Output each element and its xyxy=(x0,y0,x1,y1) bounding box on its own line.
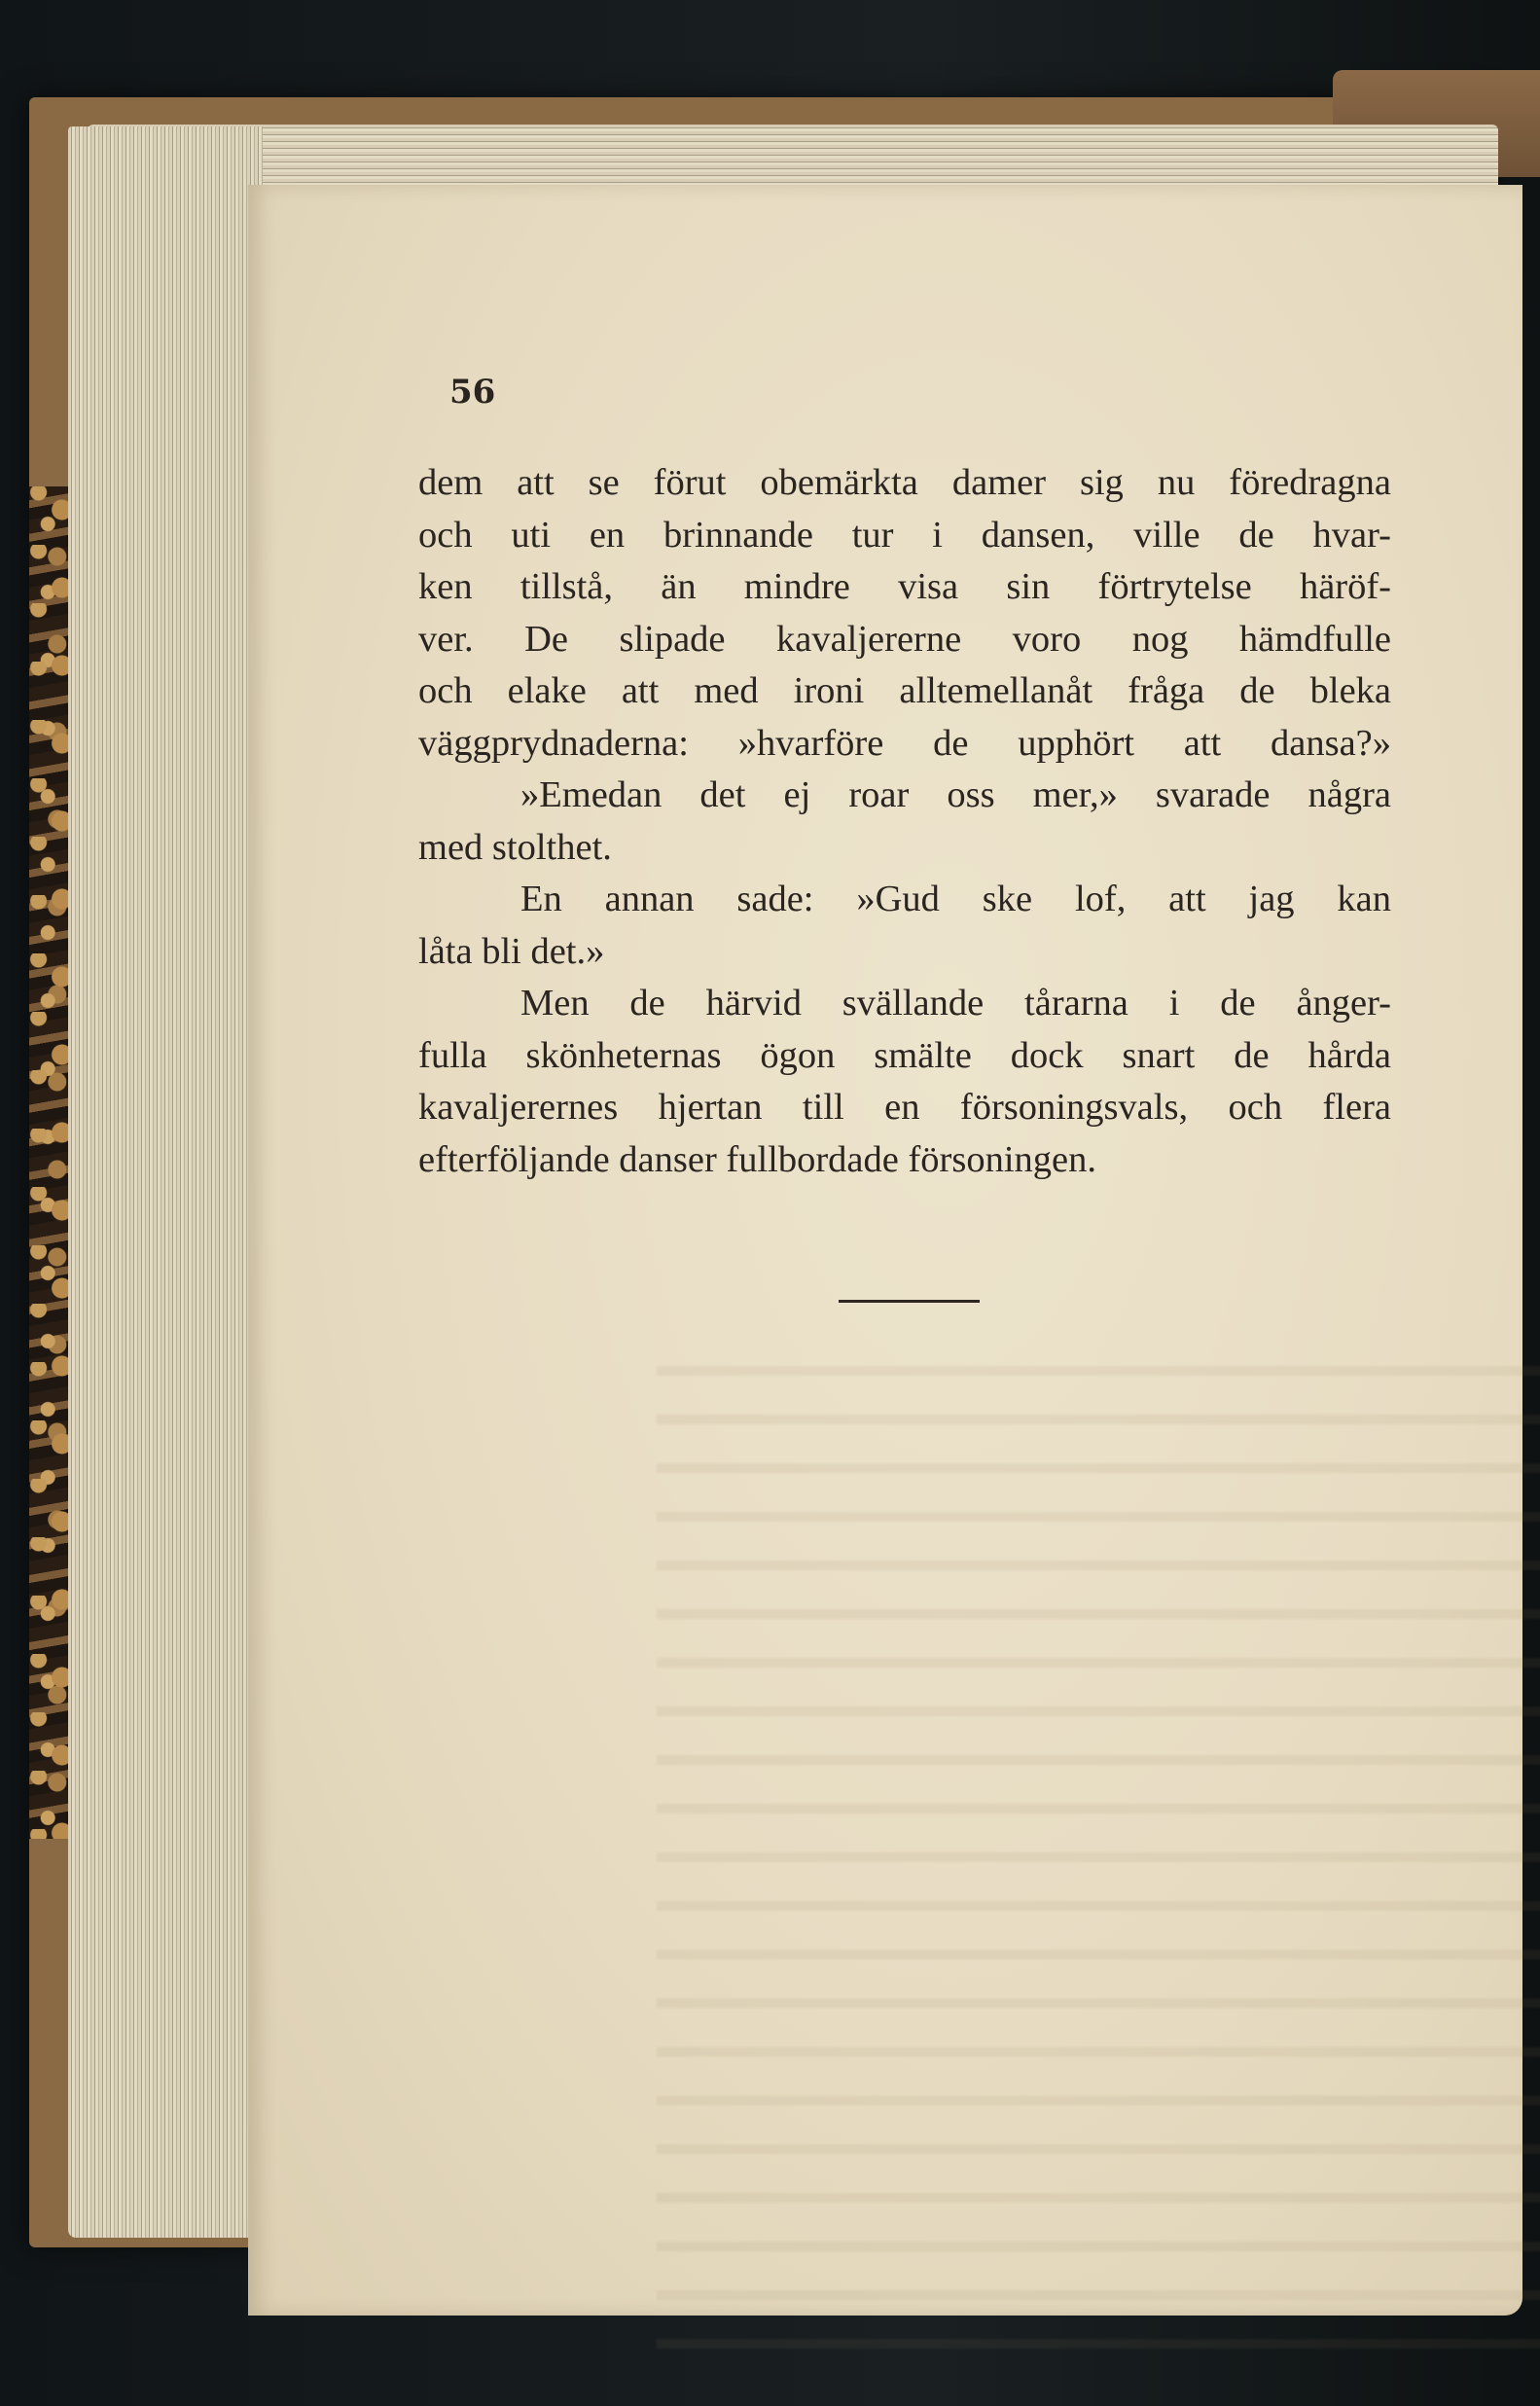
text-line: med stolthet. xyxy=(418,826,612,868)
body-text xyxy=(418,457,1391,1186)
text-line: och uti en brinnande tur i dansen, ville de hvar- xyxy=(418,514,1391,556)
text-line: dem att se förut obemärkta damer sig nu föredragna xyxy=(418,462,1391,503)
text-line: efterföljande danser fullbordade försoningen. xyxy=(418,1138,1097,1180)
text-line: och elake att med ironi alltemellanåt fråga de bleka xyxy=(418,670,1391,711)
text-line: Men de härvid svällande tårarna i de ånger- xyxy=(520,983,1391,1023)
page-number: 56 xyxy=(449,373,496,412)
text-line: fulla skönheternas ögon smälte dock snart de hårda xyxy=(418,1034,1391,1076)
text-line: ver. De slipade kavaljererne voro nog hämdfulle xyxy=(418,618,1391,660)
text-line: ken tillstå, än mindre visa sin förtrytelse häröf- xyxy=(418,566,1391,607)
bleed-through-text xyxy=(657,1333,1540,2354)
text-line: väggprydnaderna: »hvarföre de upphört att dansa?» xyxy=(418,722,1391,764)
page-stack-left-edge xyxy=(68,126,263,2238)
section-divider-rule xyxy=(839,1300,980,1303)
text-line: En annan sade: »Gud ske lof, att jag kan xyxy=(520,879,1391,919)
page-stack-top-edge xyxy=(88,125,1498,193)
text-line: »Emedan det ej roar oss mer,» svarade några xyxy=(520,774,1391,815)
text-line: låta bli det.» xyxy=(418,930,605,972)
text-line: kavaljerernes hjertan till en försoningsvals, och flera xyxy=(418,1087,1391,1128)
